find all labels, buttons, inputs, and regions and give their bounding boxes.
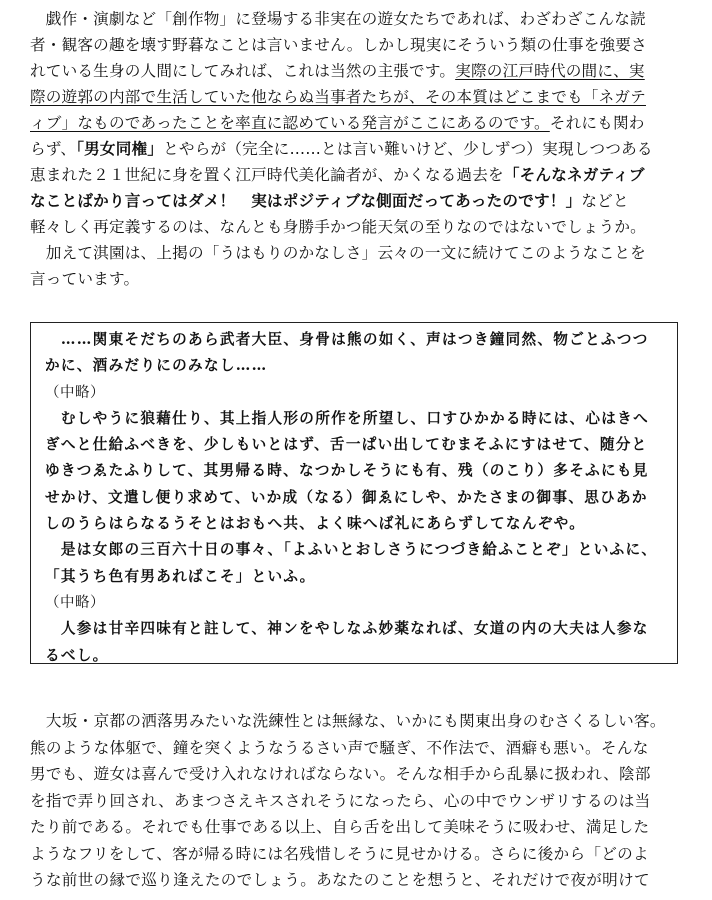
text-line: 軽々しく再定義するのは、なんとも身勝手かつ能天気の至りなのではないでしょうか。 xyxy=(30,218,646,236)
text-line: 者・観客の趣を壊す野暮なことは言いません。しかし現実にそういう類の仕事を強要さ xyxy=(30,36,647,54)
text-line: 戯作・演劇など「創作物」に登場する非実在の遊女たちであれば、わざわざこんな読 xyxy=(30,10,646,28)
text-run: それにも関わ xyxy=(549,114,645,132)
text-run: 恵まれた２１世紀に身を置く江戸時代美化論者が、かくなる過去を xyxy=(30,166,504,184)
text-run: れている生身の人間にしてみれば、これは当然の主張です。 xyxy=(30,62,456,80)
quote-line: 是は女郎の三百六十日の事々、「よふいとおしさうにつづき給ふことぞ」といふに、 xyxy=(45,541,658,559)
text-line: たり前である。それでも仕事である以上、自ら舌を出して美味そうに吸わせ、満足した xyxy=(30,818,650,836)
text-line: 男でも、遊女は喜んで受け入れなければならない。そんな相手から乱暴に扱われ、陰部 xyxy=(30,765,651,783)
text-run: とやらが（完全に……とは言い難いけど、少しずつ）実現しつつある xyxy=(163,140,653,158)
bold-text: 「男女同権」 xyxy=(76,140,164,158)
text-line xyxy=(30,162,690,188)
quote-line: しのうらはらなるうそとはおもへ共、よく味へば礼にあらずしてなんぞや。 xyxy=(45,515,586,533)
quotation-box xyxy=(30,322,678,664)
text-line: うな前世の縁で巡り逢えたのでしょう。あなたのことを想うと、それだけで夜が明けて xyxy=(30,871,650,889)
text-line: ようなフリをして、客が帰る時には名残惜しそうに見せかける。さらに後から「どのよ xyxy=(30,844,649,863)
text-line: 言っています。 xyxy=(30,270,140,288)
omission-note: （中略） xyxy=(45,594,105,611)
text-run: らず、 xyxy=(30,140,77,158)
text-line: 熊のような体躯で、鐘を突くようなうるさい声で騒ぎ、不作法で、酒癖も悪い。そんな xyxy=(30,738,649,757)
quote-line: せかけ、文遣し便り求めて、いか成（なる）御ゑにしや、かたさまの御事、思ひあか xyxy=(45,488,648,506)
omission-note: （中略） xyxy=(45,384,105,401)
text-run: などと xyxy=(581,192,629,210)
text-line xyxy=(30,136,690,162)
underlined-text: ィブ」なものであったことを率直に認めている発言がここにあるのです。 xyxy=(30,114,550,132)
quote-line: かに、酒みだりにのみなし…… xyxy=(45,357,268,375)
quote-line: 人参は甘辛四味有と註して、神ンをやしなふ妙薬なれば、女道の内の大夫は人参な xyxy=(45,620,649,638)
paragraph-3 xyxy=(30,708,690,894)
quote-line: ぎへと仕給ふべきを、少しもいとはず、舌一ぱい出してむまそふにすはせて、随分と xyxy=(45,436,648,454)
paragraph-1 xyxy=(30,6,690,240)
quote-line: 「其うち色有男あればこそ」といふ。 xyxy=(45,567,316,585)
text-line: を指で弄り回され、あまつさえキスされそうになったら、心の中でウンザリするのは当 xyxy=(30,791,651,810)
quote-line: ゆきつゑたふりして、其男帰る時、なつかしそうにも有、残（のこり）多そふにも見 xyxy=(45,462,649,480)
quote-line: むしやうに狼藉仕り、其上指人形の所作を所望し、口すひかかる時には、心はきへ xyxy=(45,409,649,427)
text-line xyxy=(30,188,690,214)
bold-text: 「そんなネガティブ xyxy=(503,166,645,184)
text-line xyxy=(30,58,690,84)
underlined-text-line: 際の遊郭の内部で生活していた他ならぬ当事者たちが、その本質はどこまでも「ネガテ xyxy=(30,88,646,106)
bold-text: なことばかり言ってはダメ！ 実はポジティブな側面だってあったのです！」 xyxy=(30,192,582,210)
text-line xyxy=(30,110,690,136)
text-line: 大坂・京都の洒落男みたいな洗練性とは無縁な、いかにも関東出身のむさくるしい客。 xyxy=(30,712,666,730)
underlined-text: 実際の江戸時代の間に、実 xyxy=(455,62,645,80)
text-line: 加えて淇園は、上掲の「うはもりのかなしさ」云々の一文に続けてこのようなことを xyxy=(30,244,646,262)
paragraph-2 xyxy=(30,240,690,292)
quote-line: るべし。 xyxy=(45,646,109,664)
quote-line: ……関東そだちのあら武者大臣、身骨は熊の如く、声はつき鐘同然、物ごとふつつ xyxy=(45,331,649,348)
